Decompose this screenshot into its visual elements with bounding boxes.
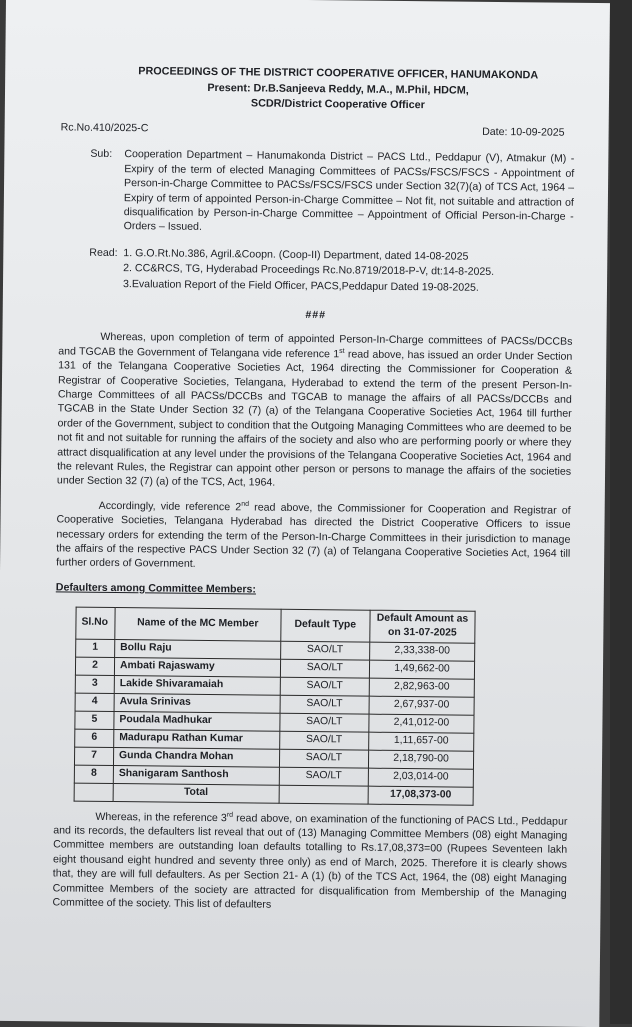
- cell-name: Lakide Shivaramaiah: [114, 675, 280, 695]
- total-label: Total: [113, 783, 279, 803]
- cell-amount: 2,33,338-00: [370, 642, 475, 661]
- cell-sno: 3: [75, 675, 114, 693]
- subject-text: Cooperation Department – Hanumakonda District – PACS Ltd., Peddapur (V), Atmakur (M) - Expiry of the term of elected Managing Committees of PACSs/FSCS/FSCS - Appointment of Person-in-Charge Committee to PACSs/FSCS/FSCS under Section 32(7)(a) of TCS Act, 1964 – Expiry of term of appointed Person-in-Charge Committee – Not fit, not suitable and attraction of disqualification by Person-in-Charge Committee – Appointment of Official Person-in-Charge - Orders – Issued.: [123, 148, 575, 234]
- cell-amount: 1,49,662-00: [369, 660, 474, 679]
- cell-amount: 2,82,963-00: [369, 678, 474, 697]
- read-item: 1. G.O.Rt.No.386, Agril.&Coopn. (Coop-II) Department, dated 14-08-2025: [123, 246, 469, 263]
- column-header: Name of the MC Member: [115, 608, 281, 641]
- cell-sno: 7: [74, 747, 113, 765]
- cell-type: SAO/LT: [279, 731, 369, 750]
- cell-empty: [279, 785, 369, 804]
- cell-sno: 6: [75, 729, 114, 747]
- paragraph-accordingly: [56, 498, 571, 575]
- paragraph-text: Accordingly, vide reference 2: [98, 499, 242, 514]
- cell-amount: 2,67,937-00: [369, 696, 474, 715]
- document-date: Date: 10-09-2025: [482, 125, 565, 139]
- cell-type: SAO/LT: [279, 767, 369, 786]
- cell-empty: [74, 783, 113, 801]
- cell-type: SAO/LT: [279, 749, 369, 768]
- defaulters-heading: Defaulters among Committee Members:: [55, 581, 257, 596]
- cell-name: Gunda Chandra Mohan: [113, 747, 279, 767]
- header-designation: SCDR/District Cooperative Officer: [250, 97, 425, 112]
- ordinal-suffix: st: [339, 347, 345, 355]
- reference-line: [61, 120, 575, 140]
- cell-name: Bollu Raju: [115, 639, 281, 659]
- paragraph-text: read above, has issued an order Under Section 131 of the Telangana Cooperative Societies Act, 1964 directing the Commissioner for Cooperation & Registrar of Cooperative Societies, Telangana, Hyderabad to extend the term of the present Person-In-Charge Committees of all PACSs/DCCBs and TGCAB to manage the affairs of all PACSs/DCCBs and TGCAB in the State Under Section 32 (7) (a) of the Telangana Cooperative Societies Act, 1964 till further order of the Government, subject to condition that the Outgoing Managing Committees who are deemed to be not fit and not suitable for running the affairs of the society and also who are performing poorly or where they attract disqualification at any level under the provisions of the Telangana Cooperative Societies Act, 1964 and the relevant Rules, the Registrar can appoint other person or persons to manage the affairs of the societies under Section 32 (7) (a) of the TCS, Act, 1964.: [56, 348, 573, 490]
- cell-sno: 1: [76, 639, 115, 657]
- subject-label: Sub:: [90, 148, 113, 161]
- cell-name: Poudala Madhukar: [114, 711, 280, 731]
- closing-section: [52, 809, 567, 915]
- defaulters-table: [74, 607, 476, 805]
- ordinal-suffix: nd: [241, 500, 250, 508]
- cell-sno: 8: [74, 765, 113, 783]
- cell-type: SAO/LT: [279, 713, 369, 732]
- column-header: Default Type: [280, 610, 370, 642]
- table-total-row: [74, 783, 473, 805]
- cell-amount: 2,41,012-00: [369, 714, 474, 733]
- header-title: PROCEEDINGS OF THE DISTRICT COOPERATIVE OFFICER, HANUMAKONDA: [138, 65, 539, 82]
- cell-amount: 1,11,657-00: [369, 732, 474, 751]
- cell-name: Avula Srinivas: [114, 693, 280, 713]
- table-header-row: [76, 607, 475, 642]
- read-label: Read:: [89, 246, 118, 259]
- cell-name: Ambati Rajaswamy: [114, 657, 280, 677]
- paragraph-text: read above, on examination of the functioning of PACS Ltd., Peddapur and its records, the defaulters list reveal that out of (13) Managing Committee Members (08) eight Managing Committee members are outstanding loan defaults totalling to Rs.17,08,373=00 (Rupees Seventeen lakh eight thousand eight hundred and seventy three only) as end of March, 2025. Therefore it is clearly shows that, they are will full defaulters. As per Section 21- A (1) (b) of the TCS Act, 1964, the (08) eight Managing Committee Members of the society are attracted for disqualification from Membership of the Managing Committee of the society. This list of defaulters: [52, 811, 568, 911]
- document-header: [101, 64, 575, 116]
- read-list: [123, 246, 573, 297]
- header-present: Present: Dr.B.Sanjeeva Reddy, M.A., M.Phil, HDCM,: [207, 81, 469, 97]
- background-edge: [610, 0, 632, 1024]
- cell-sno: 4: [75, 693, 114, 711]
- ordinal-suffix: rd: [226, 811, 234, 819]
- paragraph-text: Whereas, upon completion of term of appointed Person-In-Charge committees of PACSs/DCCBs and TGCAB the Government of Telangana vide reference 1: [58, 331, 573, 361]
- section-separator: ###: [305, 308, 327, 322]
- cell-type: SAO/LT: [280, 641, 370, 660]
- total-amount: 17,08,373-00: [368, 786, 473, 805]
- paragraph-text: Whereas, in the reference 3: [95, 810, 227, 824]
- column-header: Default Amount as on 31-07-2025: [370, 610, 475, 642]
- cell-sno: 2: [75, 657, 114, 675]
- cell-amount: 2,18,790-00: [368, 750, 473, 769]
- cell-name: Madurapu Rathan Kumar: [114, 729, 280, 749]
- rc-number: Rc.No.410/2025-C: [60, 121, 149, 135]
- cell-sno: 5: [75, 711, 114, 729]
- cell-name: Shanigaram Santhosh: [113, 765, 279, 785]
- cell-amount: 2,03,014-00: [368, 768, 473, 787]
- cell-type: SAO/LT: [280, 677, 370, 696]
- paragraph-text: read above, the Commissioner for Cooperation and Registrar of Cooperative Societies, Telangana Hyderabad has directed the District Cooperative Officers to issue necessary orders for extending the term of the Person-In-Charge Committees in their jurisdiction to manage the affairs of the respective PACS Under Section 32 (7) (a) of Telangana Cooperative Societies Act, 1964 till further orders of Government.: [56, 501, 571, 571]
- paragraph-whereas-3: [52, 809, 567, 915]
- subject-block: [60, 147, 575, 239]
- read-block: [59, 245, 573, 297]
- read-item: 2. CC&RCS, TG, Hyderabad Proceedings Rc.No.8719/2018-P-V, dt:14-8-2025.: [123, 262, 495, 279]
- cell-type: SAO/LT: [280, 695, 370, 714]
- cell-type: SAO/LT: [280, 659, 370, 678]
- column-header: Sl.No: [76, 607, 115, 639]
- read-item: 3.Evaluation Report of the Field Officer, PACS,Peddapur Dated 19-08-2025.: [122, 277, 479, 294]
- paragraph-whereas-1: [57, 330, 573, 494]
